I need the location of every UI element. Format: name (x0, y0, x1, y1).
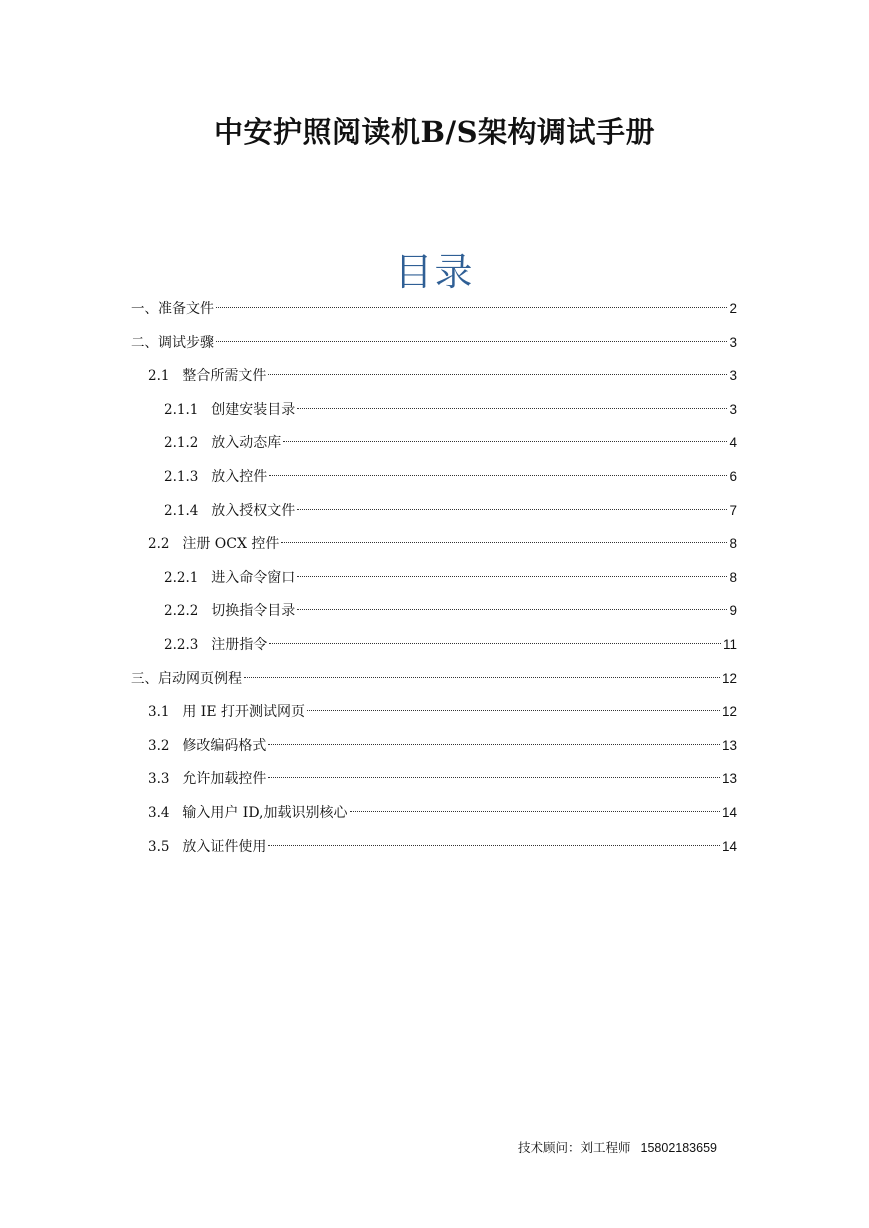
toc-entry-number: 三、 (131, 670, 158, 687)
toc-entry-title: 放入授权文件 (211, 502, 296, 519)
toc-entry-page: 2 (729, 301, 737, 316)
toc-entry-page: 14 (721, 805, 737, 820)
toc-entry-title: 注册指令 (211, 637, 268, 653)
toc-entry-number: 2.2.1 (164, 569, 212, 586)
toc-entry[interactable] (164, 630, 737, 660)
toc-dot-leader (216, 307, 727, 308)
toc-entry[interactable] (164, 462, 737, 492)
toc-entry-number: 2.1.1 (164, 401, 212, 418)
toc-dot-leader (350, 811, 720, 812)
toc-dot-leader (297, 576, 727, 577)
toc-dot-leader (244, 677, 720, 678)
toc-entry[interactable] (164, 395, 737, 425)
toc-entry-title: 输入用户 ID,加载识别核心 (182, 805, 348, 821)
toc-entry-title: 准备文件 (158, 301, 214, 317)
toc-dot-leader (269, 643, 721, 644)
toc-entry-number: 2.1.2 (164, 435, 212, 452)
toc-dot-leader (297, 509, 727, 510)
toc-entry-page: 4 (729, 435, 737, 451)
toc-entry[interactable] (148, 731, 737, 761)
toc-dot-leader (307, 710, 720, 711)
toc-entry-title: 用 IE 打开测试网页 (182, 704, 305, 721)
toc-entry[interactable] (131, 294, 737, 324)
toc-entry-number: 2.2.3 (164, 637, 212, 653)
toc-entry-number: 一、 (131, 301, 158, 317)
toc-entry-title: 调试步骤 (158, 334, 214, 351)
toc-entry-page: 8 (729, 569, 737, 585)
footer-contact-label: 技术顾问：刘工程师 (518, 1140, 631, 1155)
toc-dot-leader (297, 408, 727, 409)
toc-entry-title: 切换指令目录 (211, 603, 296, 620)
toc-entry-page: 3 (729, 334, 737, 350)
toc-heading: 目录 (394, 250, 475, 294)
toc-entry-title: 创建安装目录 (211, 401, 296, 418)
toc-entry-number: 2.2.2 (164, 603, 212, 620)
toc-entry[interactable] (148, 361, 737, 391)
toc-entry-page: 9 (729, 603, 737, 619)
toc-entry-page: 7 (729, 502, 737, 518)
toc-entry-title: 整合所需文件 (182, 368, 267, 385)
toc-entry-page: 13 (721, 771, 737, 787)
toc-entry-title: 允许加载控件 (182, 771, 267, 788)
toc-entry-page: 12 (721, 670, 737, 686)
toc-entry-number: 2.2 (148, 536, 183, 553)
toc-entry-number: 3.2 (148, 737, 183, 754)
toc-entry-number: 3.4 (148, 805, 183, 821)
toc-dot-leader (268, 845, 720, 846)
footer (518, 1138, 717, 1156)
toc-entry-title: 进入命令窗口 (211, 569, 296, 586)
toc-dot-leader (268, 744, 720, 745)
toc-entry-page: 3 (729, 368, 737, 384)
toc-entry-page: 13 (721, 737, 737, 753)
toc-dot-leader (283, 441, 727, 442)
toc-entry-page: 3 (729, 401, 737, 417)
toc-entry-number: 3.3 (148, 771, 183, 788)
toc-entry-title: 注册 OCX 控件 (182, 536, 280, 553)
toc-entry-title: 修改编码格式 (182, 737, 267, 754)
toc-entry-page: 11 (722, 637, 737, 652)
toc-dot-leader (297, 609, 727, 610)
toc-entry-number: 二、 (131, 334, 158, 351)
toc-entry-page: 8 (729, 536, 737, 552)
toc-entry-page: 12 (721, 704, 737, 720)
toc-entry[interactable] (164, 496, 737, 526)
toc-entry-page: 14 (721, 838, 737, 854)
toc-entry-title: 启动网页例程 (158, 670, 242, 687)
toc-entry-number: 3.1 (148, 704, 183, 721)
toc-entry-number: 2.1.4 (164, 502, 212, 519)
toc-entry[interactable] (148, 832, 737, 862)
toc-entry[interactable] (164, 428, 737, 458)
toc-entry[interactable] (148, 697, 737, 727)
toc-dot-leader (268, 777, 720, 778)
toc-entry-number: 2.1.3 (164, 469, 212, 485)
footer-phone: 15802183659 (640, 1141, 717, 1155)
toc-entry[interactable] (148, 798, 737, 828)
toc-entry-number: 2.1 (148, 368, 183, 385)
toc-entry-page: 6 (729, 469, 737, 484)
toc-dot-leader (269, 475, 727, 476)
toc-entry-title: 放入控件 (211, 469, 268, 485)
toc-entry[interactable] (148, 764, 737, 794)
toc-entry-title: 放入动态库 (211, 435, 282, 452)
toc-dot-leader (281, 542, 727, 543)
toc-dot-leader (268, 374, 727, 375)
toc-entry[interactable] (148, 529, 737, 559)
document-title: 中安护照阅读机B/S架构调试手册 (213, 115, 656, 149)
toc-entry[interactable] (131, 664, 737, 694)
toc-entry-title: 放入证件使用 (182, 838, 267, 855)
toc-dot-leader (216, 341, 727, 342)
toc-entry-number: 3.5 (148, 838, 183, 855)
toc-entry[interactable] (131, 328, 737, 358)
toc-entry[interactable] (164, 563, 737, 593)
toc-entry[interactable] (164, 596, 737, 626)
